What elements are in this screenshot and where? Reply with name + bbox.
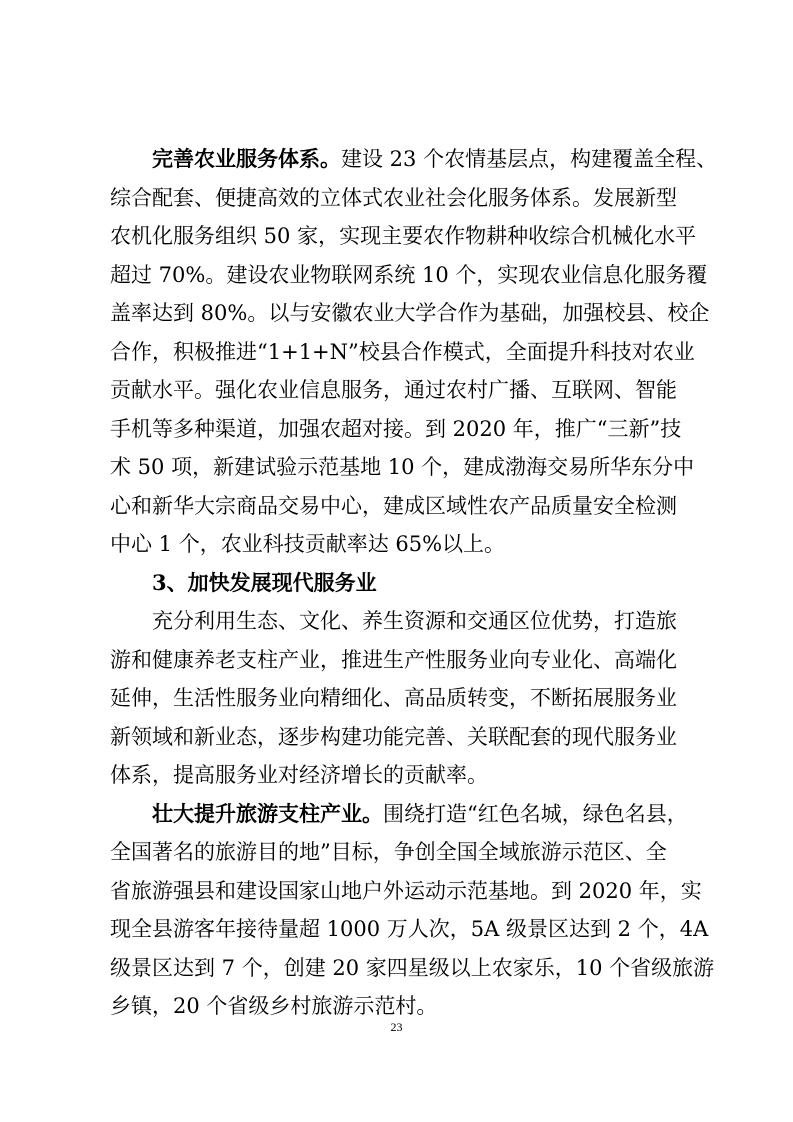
paragraph-line: 中心 1 个，农业科技贡献率达 65%以上。: [110, 532, 506, 556]
paragraph-line: 超过 70%。建设农业物联网系统 10 个，实现农业信息化服务覆: [110, 262, 708, 287]
paragraph-line: 充分利用生态、文化、养生资源和交通区位优势，打造旅: [152, 609, 677, 633]
paragraph-modern-services: [110, 602, 700, 795]
paragraph-line: 合作，积极推进“1+1+N”校县合作模式，全面提升科技对农业: [110, 339, 695, 364]
section-heading: 3、加快发展现代服务业: [152, 569, 377, 595]
paragraph-line: 贡献水平。强化农业信息服务，通过农村广播、互联网、智能: [110, 378, 677, 402]
paragraph-line: [110, 140, 718, 179]
paragraph-tourism: [110, 795, 715, 1026]
paragraph-line: 综合配套、便捷高效的立体式农业社会化服务体系。发展新型: [110, 185, 677, 210]
paragraph-line: 游和健康养老支柱产业，推进生产性服务业向专业化、高端化: [110, 647, 677, 672]
paragraph-lead-heading: 壮大提升旅游支柱产业。: [152, 800, 383, 826]
paragraph-lead-heading: 完善农业服务体系。: [152, 146, 341, 171]
page-content: [110, 140, 718, 1026]
page-number: 23: [390, 1020, 403, 1034]
paragraph-agri-service-system: [110, 140, 718, 564]
paragraph-line: 盖率达到 80%。以与安徽农业大学合作为基础，加强校县、校企: [110, 301, 710, 325]
paragraph-line: 体系，提高服务业对经济增长的贡献率。: [110, 763, 488, 787]
paragraph-line: 新领域和新业态，逐步构建功能完善、关联配套的现代服务业: [110, 724, 677, 749]
paragraph-line: 省旅游强县和建设国家山地户外运动示范基地。到 2020 年，实: [110, 878, 702, 903]
paragraph-line: [110, 795, 700, 834]
paragraph-line: 手机等多种渠道，加强农超对接。到 2020 年，推广“三新”技: [110, 416, 682, 441]
paragraph-line: 术 50 项，新建试验示范基地 10 个，建成渤海交易所华东分中: [110, 455, 695, 479]
paragraph-line: 乡镇，20 个省级乡村旅游示范村。: [110, 994, 438, 1018]
paragraph-line: 心和新华大宗商品交易中心，建成区域性农产品质量安全检测: [110, 493, 677, 518]
paragraph-line: 现全县游客年接待量超 1000 万人次，5A 级景区达到 2 个，4A: [110, 917, 709, 941]
paragraph-line: 级景区达到 7 个，创建 20 家四星级以上农家乐，10 个省级旅游: [110, 955, 715, 980]
paragraph-line-text: 围绕打造“红色名城，绿色名县，: [383, 801, 688, 826]
paragraph-line: 延伸，生活性服务业向精细化、高品质转变，不断拓展服务业: [110, 686, 677, 710]
paragraph-line: 农机化服务组织 50 家，实现主要农作物耕种收综合机械化水平: [110, 224, 697, 248]
paragraph-line-text: 建设 23 个农情基层点，构建覆盖全程、: [341, 147, 718, 171]
paragraph-line: 全国著名的旅游目的地”目标，争创全国全域旅游示范区、全: [110, 840, 667, 864]
